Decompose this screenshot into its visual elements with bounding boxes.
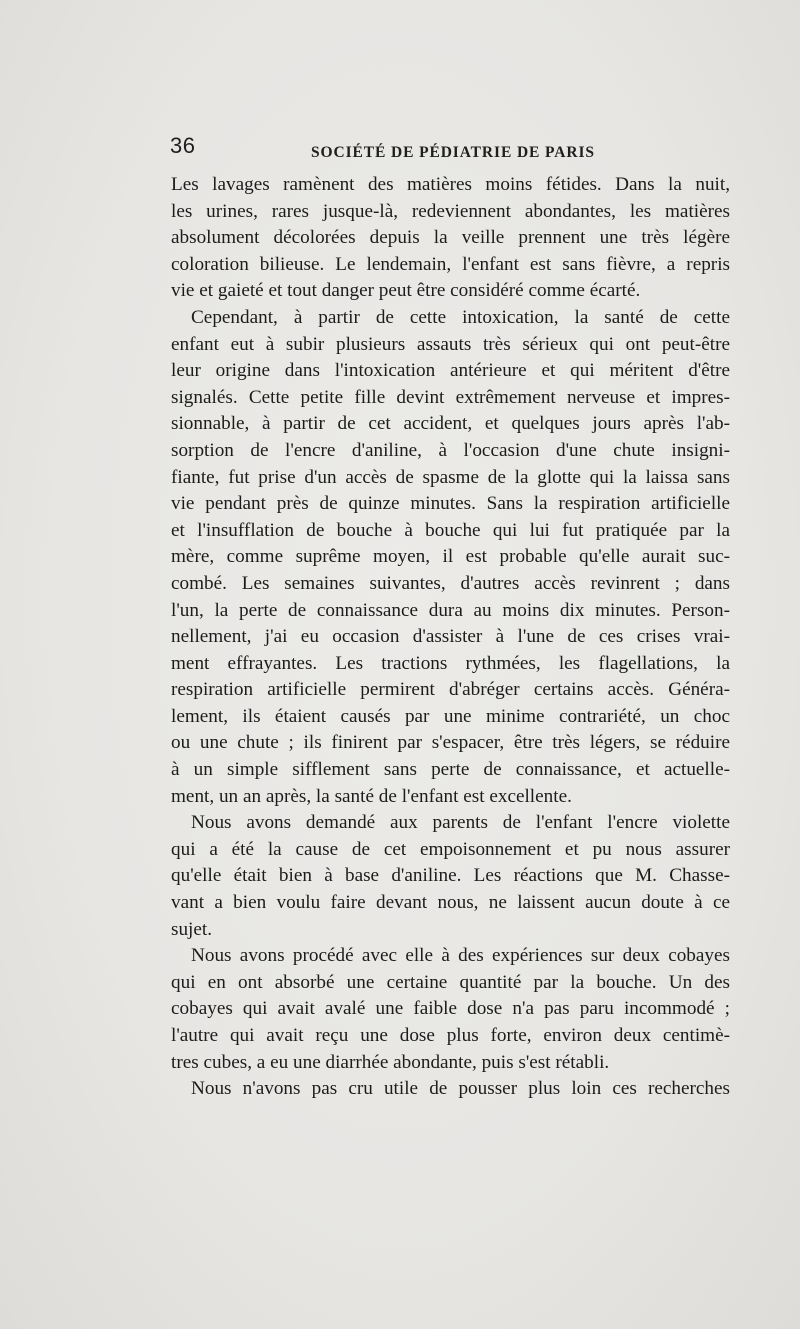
text-line: ment effrayantes. Les tractions rythmées, les flagellations, la bbox=[171, 652, 730, 674]
text-line: coloration bilieuse. Le lendemain, l'enfant est sans fièvre, a repris bbox=[171, 253, 730, 275]
text-line: nellement, j'ai eu occasion d'assister à l'une de ces crises vrai- bbox=[171, 626, 730, 648]
text-line: Nous avons procédé avec elle à des expériences sur deux cobayes bbox=[191, 945, 730, 967]
text-line: sionnable, à partir de cet accident, et quelques jours après l'ab- bbox=[171, 413, 730, 435]
text-line: sorption de l'encre d'aniline, à l'occasion d'une chute insigni- bbox=[171, 439, 730, 461]
running-head: SOCIÉTÉ DE PÉDIATRIE DE PARIS bbox=[311, 144, 595, 161]
text-line: ment, un an après, la santé de l'enfant est excellente. bbox=[171, 785, 572, 807]
text-line: Les lavages ramènent des matières moins fétides. Dans la nuit, bbox=[171, 174, 730, 195]
text-line: Nous n'avons pas cru utile de pousser plus loin ces recherches bbox=[191, 1078, 730, 1100]
page-header bbox=[170, 133, 730, 173]
text-line: respiration artificielle permirent d'abréger certains accès. Généra- bbox=[171, 679, 730, 701]
text-line: qui a été la cause de cet empoisonnement et pu nous assurer bbox=[171, 838, 730, 860]
text-line: qui en ont absorbé une certaine quantité par la bouche. Un des bbox=[171, 971, 730, 993]
text-line: et l'insufflation de bouche à bouche qui lui fut pratiquée par la bbox=[171, 519, 730, 541]
text-line: Cependant, à partir de cette intoxication, la santé de cette bbox=[191, 306, 730, 328]
text-line: tres cubes, a eu une diarrhée abondante, puis s'est rétabli. bbox=[171, 1051, 610, 1073]
text-line: enfant eut à subir plusieurs assauts très sérieux qui ont peut-être bbox=[171, 333, 730, 355]
text-line: l'autre qui avait reçu une dose plus forte, environ deux centimè- bbox=[171, 1025, 730, 1046]
page-number: 36 bbox=[170, 133, 196, 158]
text-line: leur origine dans l'intoxication antérieure et qui méritent d'être bbox=[171, 360, 730, 382]
text-line: fiante, fut prise d'un accès de spasme de la glotte qui la laissa sans bbox=[171, 466, 730, 488]
text-line: sujet. bbox=[171, 918, 213, 940]
text-line: cobayes qui avait avalé une faible dose n'a pas paru incommodé ; bbox=[171, 998, 730, 1020]
text-line: les urines, rares jusque-là, redeviennent abondantes, les matières bbox=[171, 200, 730, 222]
text-line: mère, comme suprême moyen, il est probable qu'elle aurait suc- bbox=[171, 546, 730, 568]
text-line: ou une chute ; ils finirent par s'espacer, être très légers, se réduire bbox=[171, 732, 730, 754]
text-line: signalés. Cette petite fille devint extrêmement nerveuse et impres- bbox=[171, 386, 730, 408]
text-line: combé. Les semaines suivantes, d'autres accès revinrent ; dans bbox=[171, 572, 730, 594]
text-line: absolument décolorées depuis la veille prennent une très légère bbox=[171, 227, 730, 249]
text-line: vant a bien voulu faire devant nous, ne laissent aucun doute à ce bbox=[171, 892, 730, 914]
text-line: vie pendant près de quinze minutes. Sans la respiration artificielle bbox=[171, 493, 730, 515]
text-line: vie et gaieté et tout danger peut être considéré comme écarté. bbox=[171, 280, 641, 302]
text-line: l'un, la perte de connaissance dura au moins dix minutes. Person- bbox=[171, 599, 730, 621]
text-line: qu'elle était bien à base d'aniline. Les réactions que M. Chasse- bbox=[171, 865, 730, 887]
text-line: lement, ils étaient causés par une minime contrariété, un choc bbox=[171, 705, 730, 727]
text-line: Nous avons demandé aux parents de l'enfant l'encre violette bbox=[191, 812, 730, 834]
body-text bbox=[171, 172, 730, 1103]
text-line: à un simple sifflement sans perte de connaissance, et actuelle- bbox=[171, 759, 730, 781]
